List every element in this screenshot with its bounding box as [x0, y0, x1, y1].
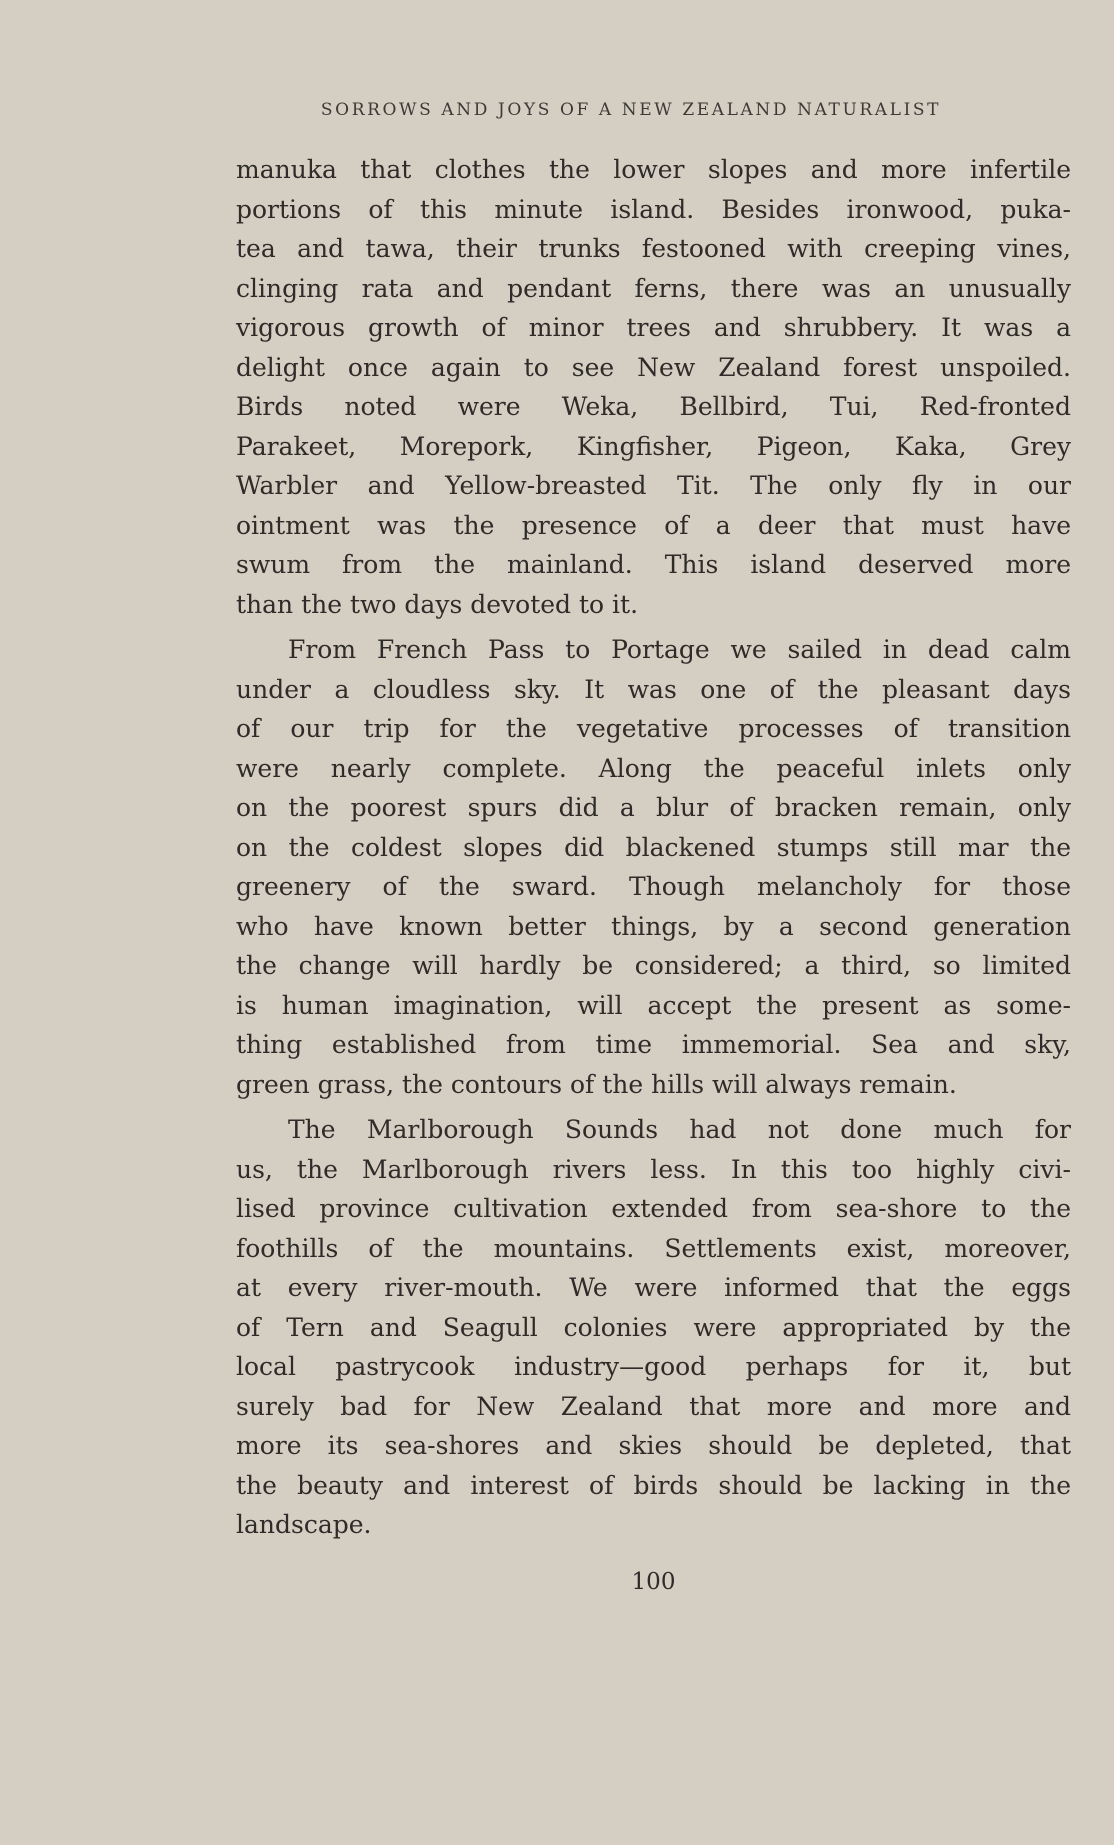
text-line: were nearly complete. Along the peaceful inlets only: [236, 753, 1071, 783]
text-line: the change will hardly be considered; a third, so limited: [236, 951, 1071, 980]
paragraph-2: [236, 630, 1071, 1104]
page-number: 100: [631, 1569, 676, 1595]
text-line: the beauty and interest of birds should be lacking in the: [236, 1470, 1071, 1500]
paragraph-1: [236, 150, 1071, 624]
text-line: of Tern and Seagull colonies were appropriated by the: [236, 1312, 1071, 1342]
text-line: than the two days devoted to it.: [236, 589, 639, 619]
text-line: Parakeet, Morepork, Kingfisher, Pigeon, Kaka, Grey: [236, 431, 1071, 461]
text-line: manuka that clothes the lower slopes and more infertile: [236, 155, 1071, 184]
text-line: From French Pass to Portage we sailed in dead calm: [288, 635, 1071, 664]
text-line: ointment was the presence of a deer that must have: [236, 510, 1071, 540]
text-line: Warbler and Yellow-breasted Tit. The only fly in our: [236, 471, 1071, 500]
text-line: landscape.: [236, 1510, 372, 1539]
text-line: us, the Marlborough rivers less. In this too highly civi-: [236, 1154, 1071, 1184]
text-line: on the coldest slopes did blackened stumps still mar the: [236, 832, 1071, 862]
text-line: at every river-mouth. We were informed that the eggs: [236, 1273, 1071, 1302]
text-line: vigorous growth of minor trees and shrubbery. It was a: [236, 313, 1071, 342]
text-line: of our trip for the vegetative processes of transition: [236, 714, 1071, 743]
text-line: is human imagination, will accept the present as some-: [236, 990, 1071, 1020]
text-line: foothills of the mountains. Settlements exist, moreover,: [236, 1233, 1071, 1263]
text-line: on the poorest spurs did a blur of bracken remain, only: [236, 793, 1071, 822]
text-line: under a cloudless sky. It was one of the pleasant days: [236, 674, 1071, 704]
text-line: greenery of the sward. Though melancholy for those: [236, 872, 1071, 901]
text-line: swum from the mainland. This island deserved more: [236, 550, 1071, 579]
text-line: portions of this minute island. Besides ironwood, puka-: [236, 194, 1071, 224]
text-line: The Marlborough Sounds had not done much for: [288, 1115, 1071, 1144]
paragraph-3: [236, 1110, 1071, 1545]
text-line: clinging rata and pendant ferns, there was an unusually: [236, 273, 1071, 303]
text-line: Birds noted were Weka, Bellbird, Tui, Red-fronted: [236, 392, 1071, 421]
text-line: tea and tawa, their trunks festooned with creeping vines,: [236, 234, 1071, 263]
text-line: local pastrycook industry—good perhaps for it, but: [236, 1352, 1071, 1381]
text-line: lised province cultivation extended from sea-shore to the: [236, 1194, 1071, 1223]
body-text: [236, 150, 1071, 1545]
text-line: who have known better things, by a second generation: [236, 911, 1071, 941]
text-line: surely bad for New Zealand that more and more and: [236, 1391, 1071, 1421]
text-line: green grass, the contours of the hills will always remain.: [236, 1069, 957, 1099]
text-line: delight once again to see New Zealand forest unspoiled.: [236, 352, 1071, 382]
text-line: thing established from time immemorial. Sea and sky,: [236, 1030, 1071, 1059]
running-head: SORROWS AND JOYS OF A NEW ZEALAND NATURALIST: [320, 100, 942, 120]
text-line: more its sea-shores and skies should be depleted, that: [236, 1431, 1071, 1460]
